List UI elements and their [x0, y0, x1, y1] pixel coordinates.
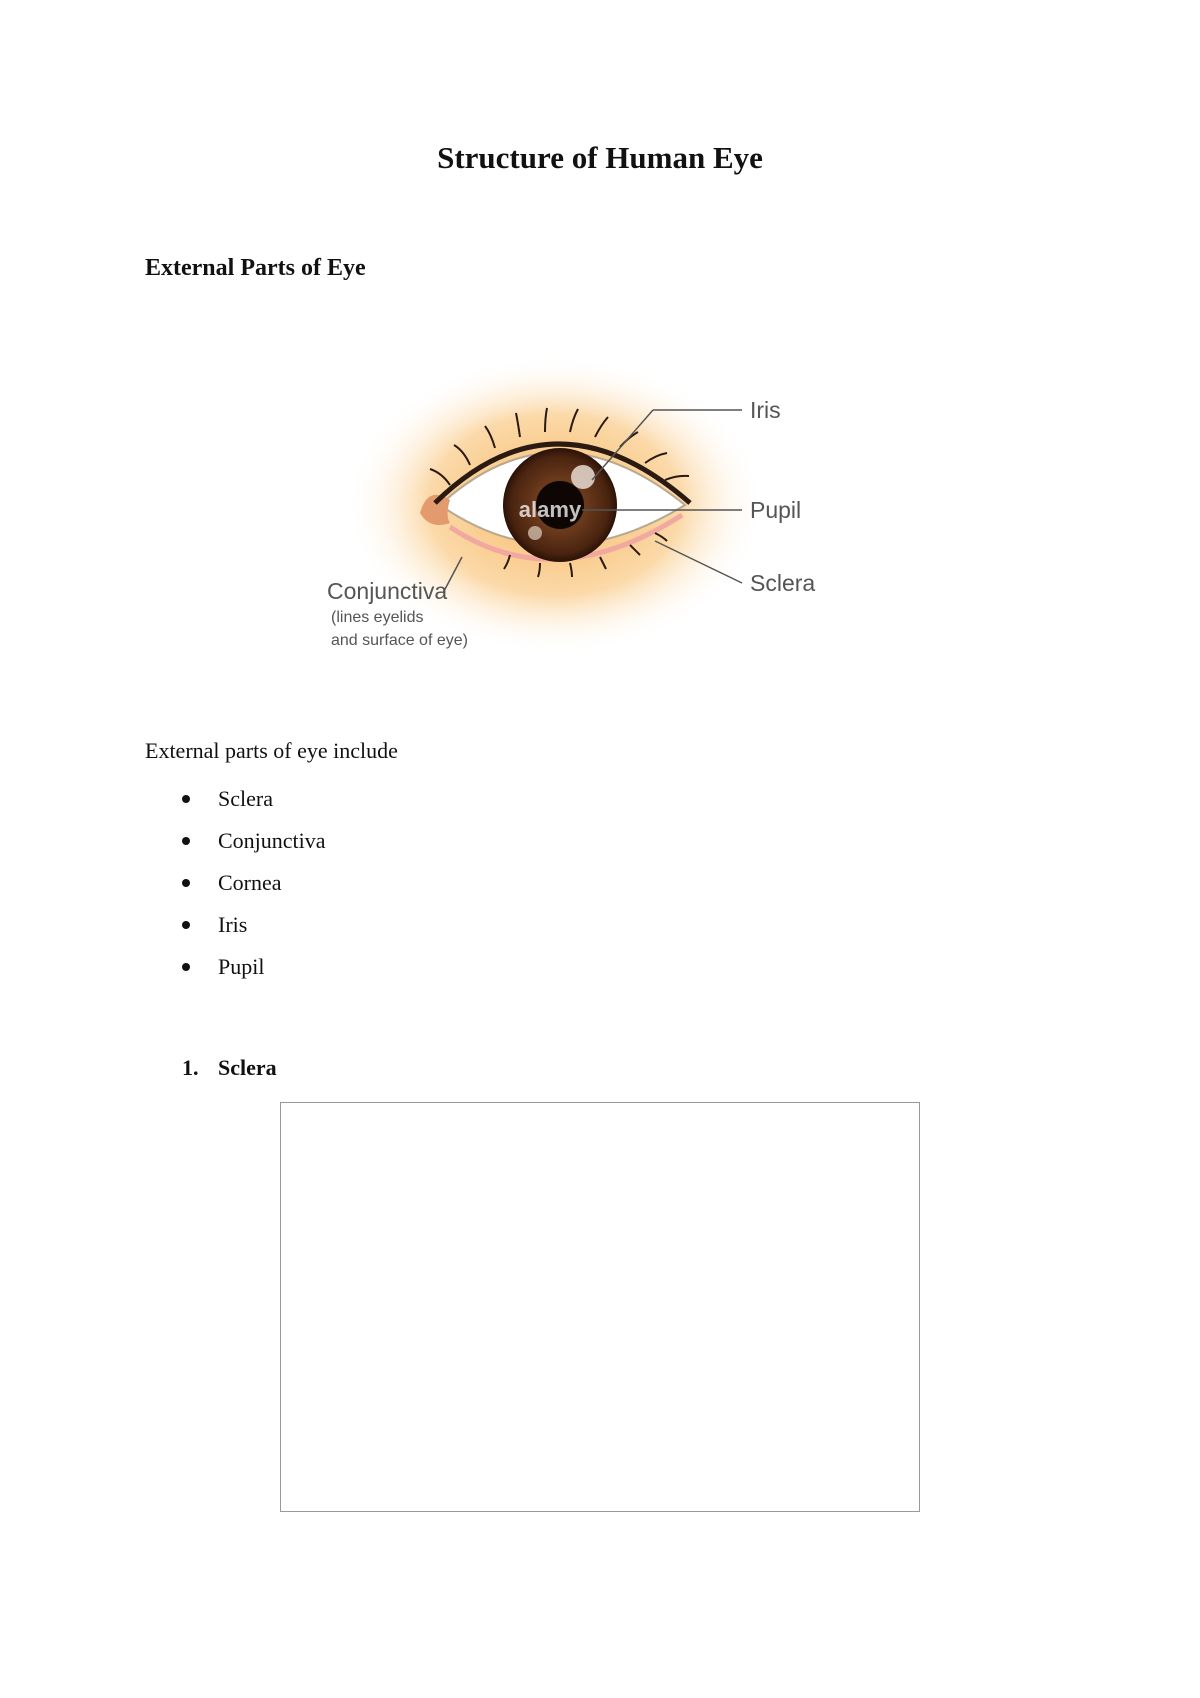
empty-image-frame: [280, 1102, 920, 1512]
conjunctiva-label: Conjunctiva: [327, 578, 448, 604]
watermark-text: alamy: [518, 497, 582, 522]
iris-label: Iris: [750, 397, 781, 423]
sclera-label: Sclera: [750, 570, 816, 596]
bullet-icon: [182, 837, 190, 845]
section-title: Sclera: [218, 1055, 277, 1080]
section-heading: External Parts of Eye: [145, 255, 366, 281]
list-item-text: Conjunctiva: [218, 828, 326, 853]
section-number: 1.: [182, 1055, 199, 1080]
highlight-shape: [571, 465, 595, 489]
list-item-text: Pupil: [218, 954, 265, 979]
bullet-icon: [182, 879, 190, 887]
list-item: [178, 824, 326, 866]
list-item: [178, 782, 326, 824]
intro-text: External parts of eye include: [145, 738, 398, 763]
highlight-small-shape: [528, 526, 542, 540]
list-item: [178, 908, 326, 950]
pupil-label: Pupil: [750, 497, 802, 523]
numbered-section-heading: [182, 1055, 277, 1081]
page-title: Structure of Human Eye: [437, 140, 763, 175]
list-item-text: Iris: [218, 912, 248, 937]
conjunctiva-note-line2: and surface of eye): [331, 632, 468, 649]
bullet-list: [178, 782, 326, 992]
list-item: [178, 866, 326, 908]
eye-diagram: [310, 345, 890, 665]
list-item-text: Cornea: [218, 870, 282, 895]
bullet-icon: [182, 963, 190, 971]
list-item-text: Sclera: [218, 786, 273, 811]
list-item: [178, 950, 326, 992]
bullet-icon: [182, 795, 190, 803]
eye-illustration: [310, 345, 890, 665]
bullet-icon: [182, 921, 190, 929]
conjunctiva-note-line1: (lines eyelids: [331, 609, 424, 626]
